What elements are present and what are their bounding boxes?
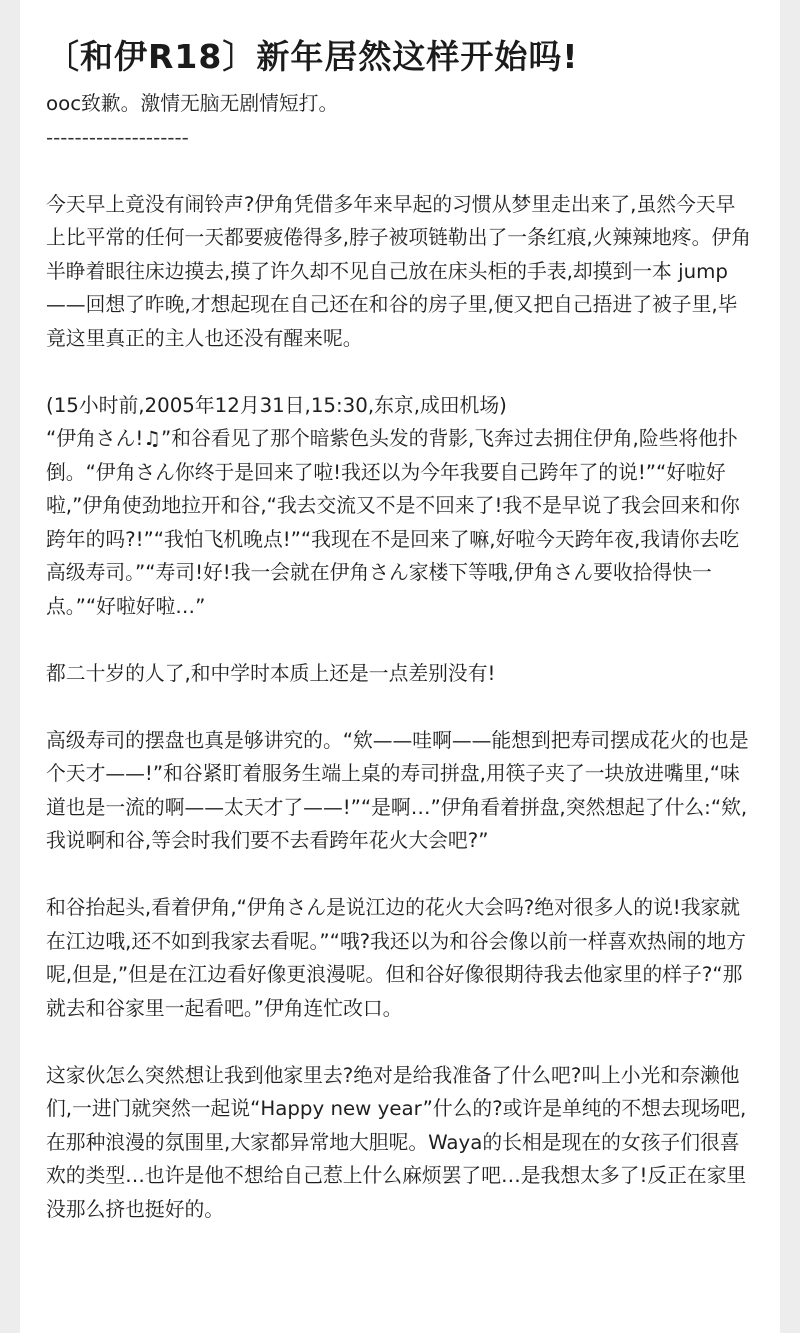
article-title: 〔和伊R18〕新年居然这样开始吗!	[46, 37, 579, 76]
paragraph-gap	[46, 154, 754, 188]
paragraph: 这家伙怎么突然想让我到他家里去?绝对是给我准备了什么吧?叫上小光和奈濑他们,一进门就突然一起说“Happy new year”什么的?或许是单纯的不想去现场吧,在那种浪漫的氛围里,大家都异常地大胆呢。Waya的长相是现在的女孩子们很喜欢的类型…也许是他不想给自己惹上什么麻烦罢了吧…是我想太多了!反正在家里没那么挤也挺好的。	[46, 1063, 747, 1221]
paragraph-gap	[46, 858, 754, 892]
paragraph-gap	[46, 690, 754, 724]
paragraph: 今天早上竟没有闹铃声?伊角凭借多年来早起的习惯从梦里走出来了,虽然今天早上比平常的任何一天都要疲倦得多,脖子被项链勒出了一条红痕,火辣辣地疼。伊角半睁着眼往床边摸去,摸了许久却不见自己放在床头柜的手表,却摸到一本 jump——回想了昨晚,才想起现在自己还在和谷的房子里,便又把自己捂进了被子里,毕竟这里真正的主人也还没有醒来呢。	[46, 192, 751, 350]
paragraph: 都二十岁的人了,和中学时本质上还是一点差别没有!	[46, 661, 496, 685]
paragraph: 高级寿司的摆盘也真是够讲究的。“欸——哇啊——能想到把寿司摆成花火的也是个天才——!”和谷紧盯着服务生端上桌的寿司拼盘,用筷子夹了一块放进嘴里,“味道也是一流的啊——太天才了——!”“是啊…”伊角看着拼盘,突然想起了什么:“欸,我说啊和谷,等会时我们要不去看跨年花火大会吧?”	[46, 728, 749, 853]
paragraph: 和谷抬起头,看着伊角,“伊角さん是说江边的花火大会吗?绝对很多人的说!我家就在江边哦,还不如到我家去看呢。”“哦?我还以为和谷会像以前一样喜欢热闹的地方呢,但是,”但是在江边看好像更浪漫呢。但和谷好像很期待我去他家里的样子?“那就去和谷家里一起看吧。”伊角连忙改口。	[46, 896, 746, 1020]
article-body	[46, 87, 754, 1226]
article-intro: ooc致歉。激情无脑无剧情短打。	[46, 92, 339, 116]
paragraph-gap	[46, 355, 754, 389]
paragraph: “伊角さん!♫”和谷看见了那个暗紫色头发的背影,飞奔过去拥住伊角,险些将他扑倒。“伊角さん你终于是回来了啦!我还以为今年我要自己跨年了的说!”“好啦好啦,”伊角使劲地拉开和谷,“我去交流又不是不回来了!我不是早说了我会回来和你跨年的吗?!”“我怕飞机晚点!”“我现在不是回来了嘛,好啦今天跨年夜,我请你去吃高级寿司。”“寿司!好!我一会就在伊角さん家楼下等哦,伊角さん要收拾得快一点。”“好啦好啦…”	[46, 427, 740, 618]
divider-line: --------------------	[46, 125, 189, 149]
paragraph: (15小时前,2005年12月31日,15:30,东京,成田机场)	[46, 393, 507, 417]
paragraph-gap	[46, 623, 754, 657]
article-card	[20, 0, 780, 1333]
paragraph-gap	[46, 1025, 754, 1059]
